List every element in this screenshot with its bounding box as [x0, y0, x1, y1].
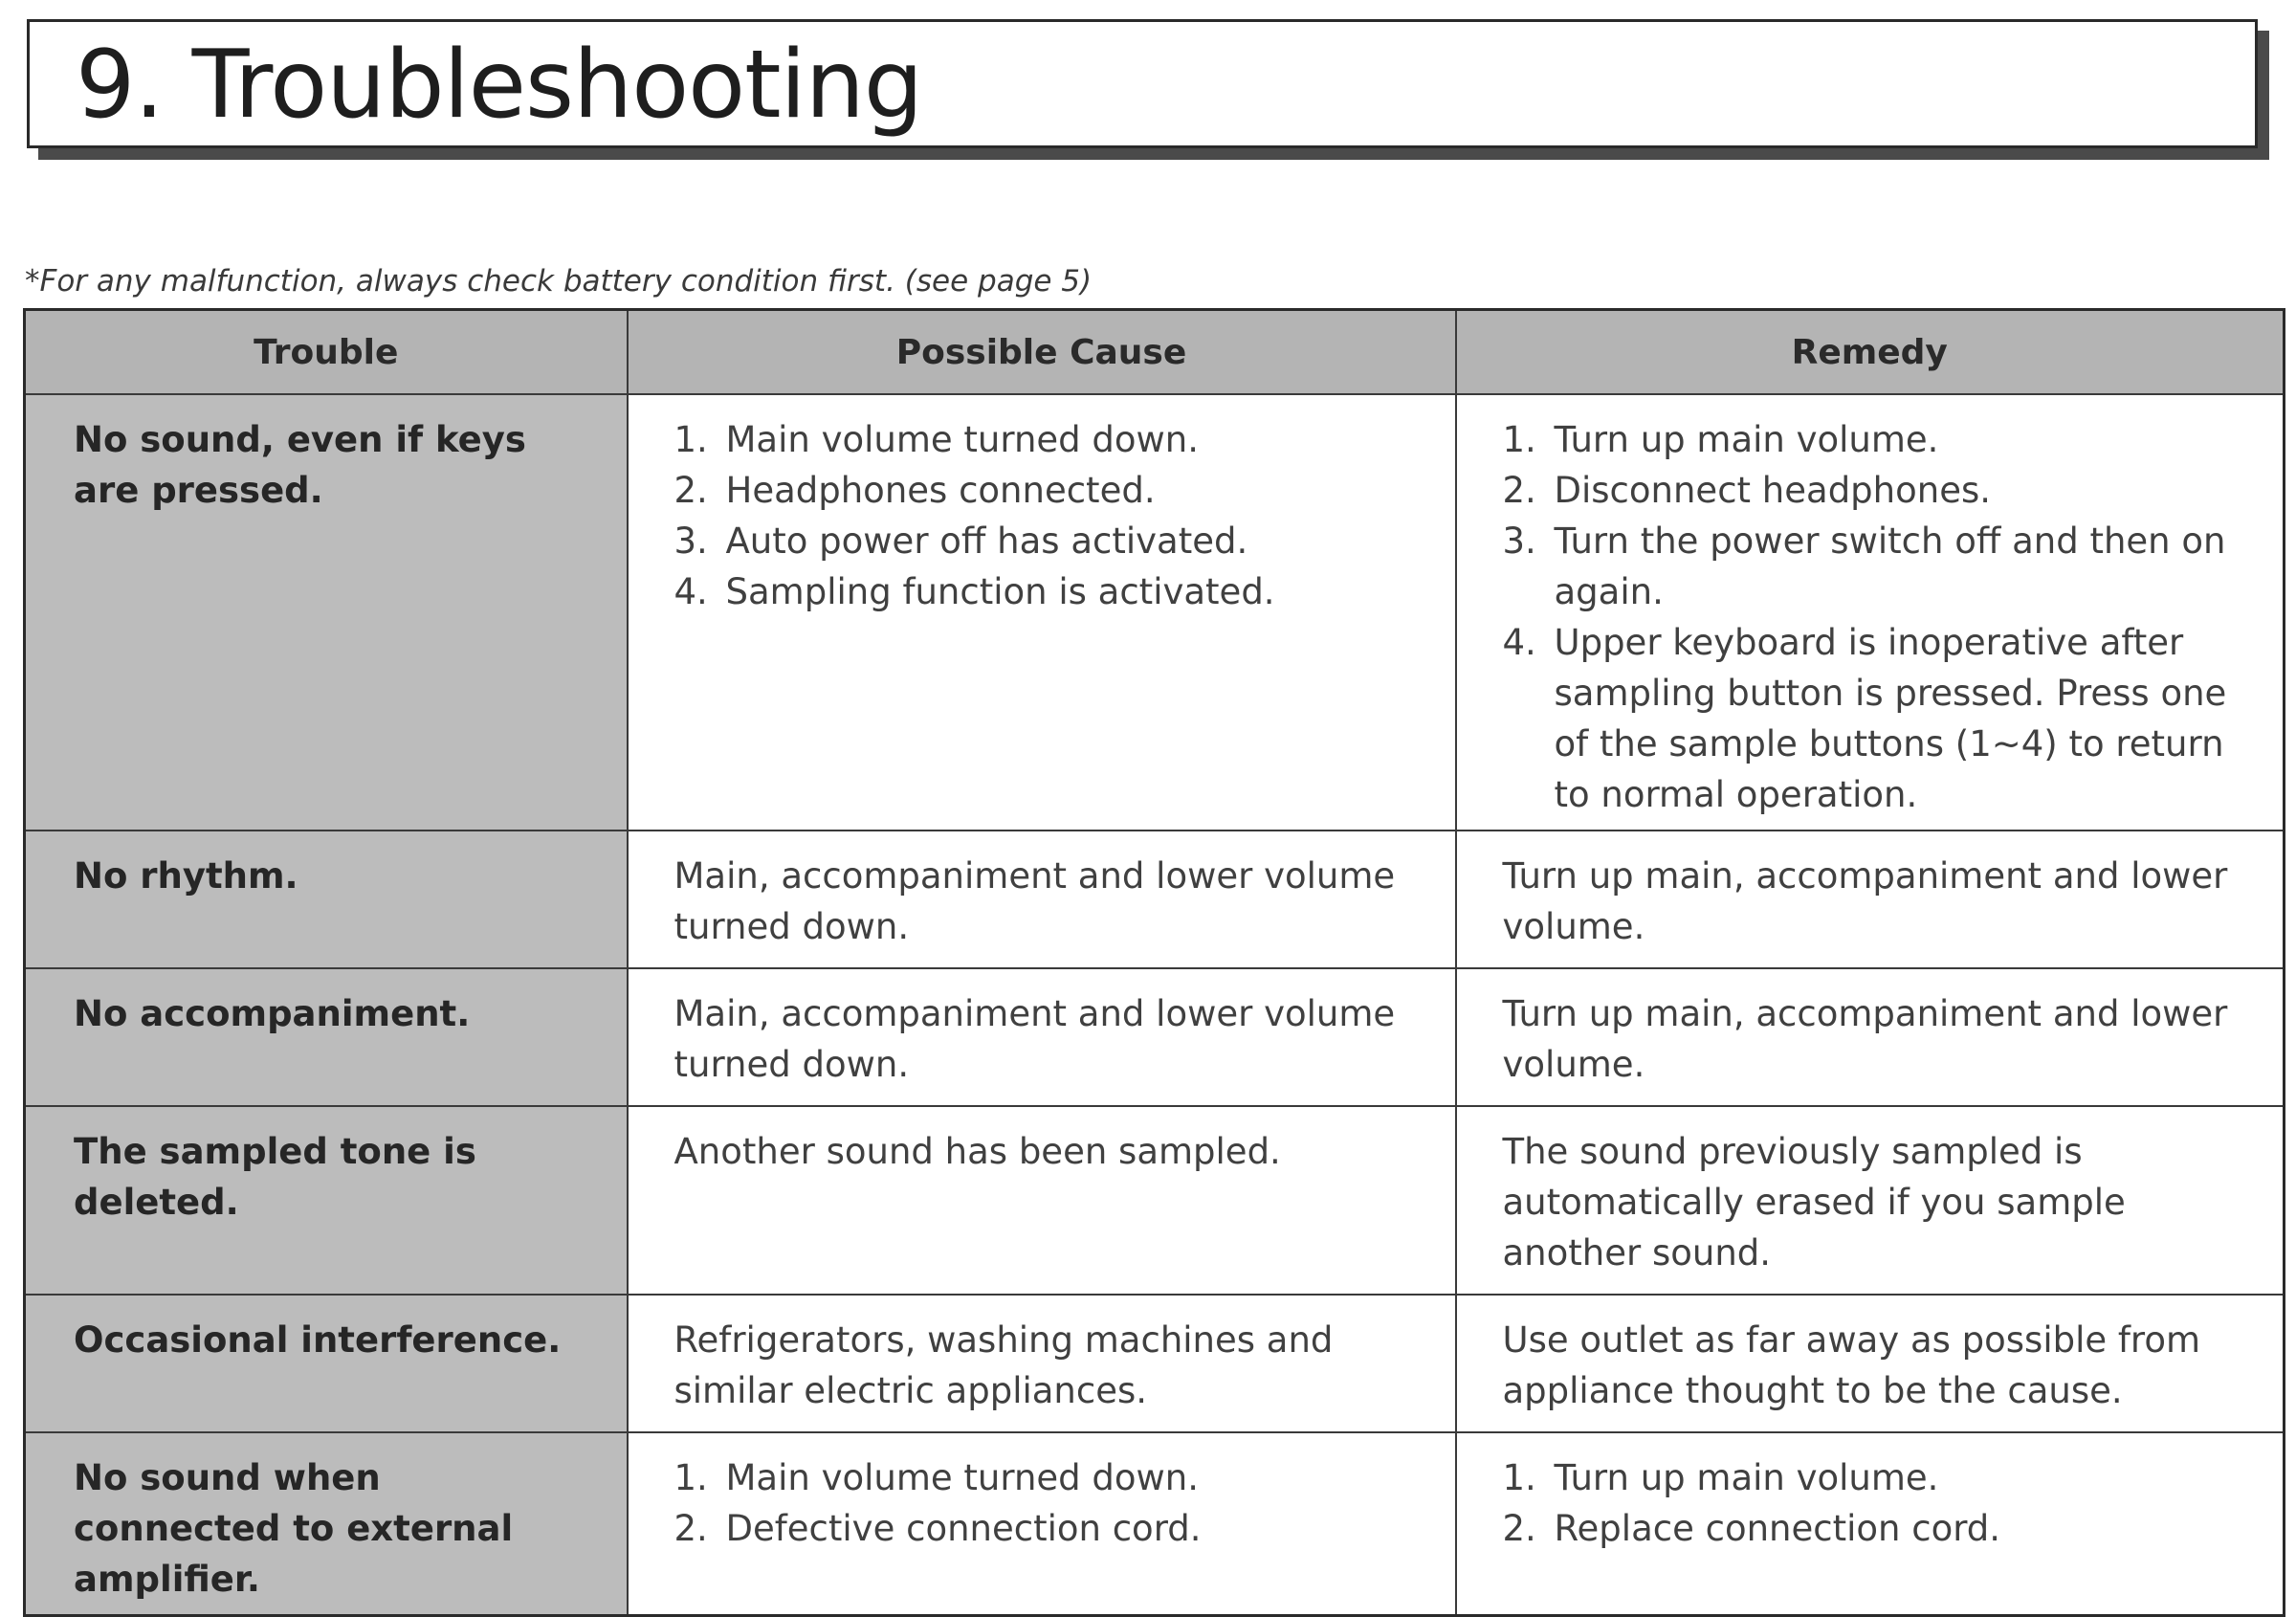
- trouble-cell: No rhythm.: [25, 831, 628, 968]
- remedy-list: [1503, 414, 2255, 820]
- remedy-cell: Use outlet as far away as possible from appliance thought to be the cause.: [1456, 1295, 2285, 1432]
- trouble-cell: No sound, even if keys are pressed.: [25, 394, 628, 831]
- list-item: 1. Turn up main volume.: [1502, 1457, 1939, 1498]
- remedy-cell: [1456, 1432, 2285, 1616]
- list-item: 1. Main volume turned down.: [673, 1457, 1199, 1498]
- cause-cell: [628, 1432, 1456, 1616]
- table-row: [25, 968, 2285, 1106]
- cause-cell: Main, accompaniment and lower volume turned down.: [628, 968, 1456, 1106]
- table-header-row: [25, 310, 2285, 395]
- remedy-list: [1503, 1452, 2255, 1554]
- battery-note: *For any malfunction, always check battery condition first. (see page 5): [25, 264, 1093, 299]
- trouble-cell: Occasional interference.: [25, 1295, 628, 1432]
- list-item: 1. Turn up main volume.: [1502, 419, 1939, 460]
- list-item: 3. Auto power off has activated.: [673, 521, 1248, 562]
- list-item: 2. Defective connection cord.: [673, 1508, 1202, 1549]
- trouble-cell: No sound when connected to external amplifier.: [25, 1432, 628, 1616]
- table-row: [25, 1432, 2285, 1616]
- table-row: [25, 394, 2285, 831]
- table-row: [25, 831, 2285, 968]
- trouble-cell: No accompaniment.: [25, 968, 628, 1106]
- list-item: 3. Turn the power switch off and then on again.: [1502, 521, 2226, 612]
- list-item: 2. Disconnect headphones.: [1502, 470, 1992, 511]
- page-title: 9. Troubleshooting: [76, 31, 923, 140]
- cause-cell: Another sound has been sampled.: [628, 1106, 1456, 1295]
- cause-cell: [628, 394, 1456, 831]
- remedy-cell: The sound previously sampled is automatically erased if you sample another sound.: [1456, 1106, 2285, 1295]
- trouble-cell: The sampled tone is deleted.: [25, 1106, 628, 1295]
- remedy-cell: Turn up main, accompaniment and lower volume.: [1456, 831, 2285, 968]
- troubleshooting-table: [23, 308, 2285, 1617]
- list-item: 1. Main volume turned down.: [673, 419, 1199, 460]
- list-item: 4. Sampling function is activated.: [673, 571, 1275, 612]
- header-remedy: Remedy: [1456, 310, 2285, 395]
- header-possible-cause: Possible Cause: [628, 310, 1456, 395]
- table-row: [25, 1106, 2285, 1295]
- list-item: 2. Headphones connected.: [673, 470, 1156, 511]
- cause-cell: Refrigerators, washing machines and similar electric appliances.: [628, 1295, 1456, 1432]
- cause-list: [674, 1452, 1426, 1554]
- list-item: 2. Replace connection cord.: [1502, 1508, 2001, 1549]
- cause-list: [674, 414, 1426, 617]
- title-box: [27, 19, 2258, 148]
- header-trouble: Trouble: [25, 310, 628, 395]
- cause-cell: Main, accompaniment and lower volume turned down.: [628, 831, 1456, 968]
- table-row: [25, 1295, 2285, 1432]
- list-item: 4. Upper keyboard is inoperative after sampling button is pressed. Press one of the sample buttons (1~4) to return to normal operation.: [1502, 622, 2227, 815]
- remedy-cell: [1456, 394, 2285, 831]
- remedy-cell: Turn up main, accompaniment and lower volume.: [1456, 968, 2285, 1106]
